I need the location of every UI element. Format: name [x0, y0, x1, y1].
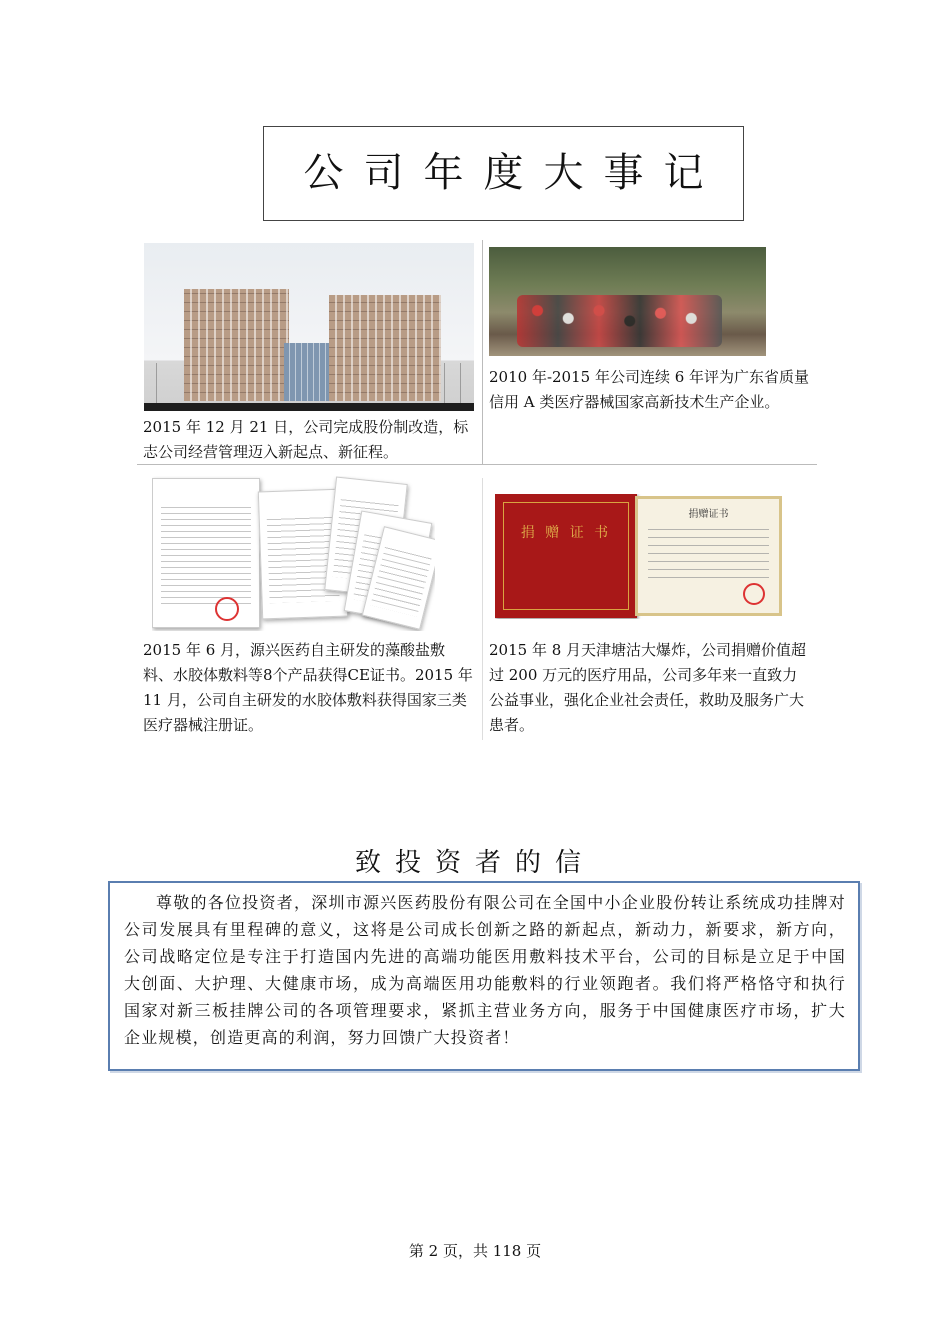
grid-divider-vertical: [482, 240, 483, 465]
building-photo: [144, 243, 474, 411]
group-photo: [489, 247, 766, 356]
letter-body: 尊敬的各位投资者，深圳市源兴医药股份有限公司在全国中小企业股份转让系统成功挂牌对公司发展具有里程碑的意义，这将是公司成长创新之路的新起点，新动力，新要求，新方向，公司战略定位是专注于打造国内先进的高端功能医用敷料技术平台，公司的目标是立足于中国大创面、大护理、大健康市场，成为高端医用功能敷料的行业领跑者。我们将严格恪守和执行国家对新三板挂牌公司的各项管理要求，紧抓主营业务方向，服务于中国健康医疗市场，扩大企业规模，创造更高的利润，努力回馈广大投资者！: [124, 893, 846, 1047]
grid-divider-vertical-lower: [482, 478, 483, 740]
event-caption-2: 2010 年-2015 年公司连续 6 年评为广东省质量信用 A 类医疗器械国家高新技术生产企业。: [489, 368, 810, 411]
event-caption-1: 2015 年 12 月 21 日，公司完成股份制改造，标志公司经营管理迈入新起点、新征程。: [143, 418, 469, 461]
page-title: 公司年度大事记: [303, 150, 724, 196]
donation-certificate-photo: 捐 赠 证 书 捐赠证书: [495, 494, 782, 619]
event-caption-4: 2015 年 8 月天津塘沽大爆炸，公司捐赠价值超过 200 万元的医疗用品，公司多年来一直致力公益事业，强化企业社会责任，救助及服务广大患者。: [489, 641, 807, 734]
page-number: 第 2 页，共 118 页: [408, 1242, 542, 1260]
event-caption-3: 2015 年 6 月，源兴医药自主研发的藻酸盐敷料、水胶体敷料等8个产品获得CE证书。2015 年 11 月，公司自主研发的水胶体敷料获得国家三类医疗器械注册证。: [143, 641, 473, 734]
certificates-photo: [152, 476, 435, 631]
letter-box: [108, 881, 860, 1071]
letter-title: 致投资者的信: [354, 848, 595, 878]
page-title-box: [263, 126, 744, 221]
